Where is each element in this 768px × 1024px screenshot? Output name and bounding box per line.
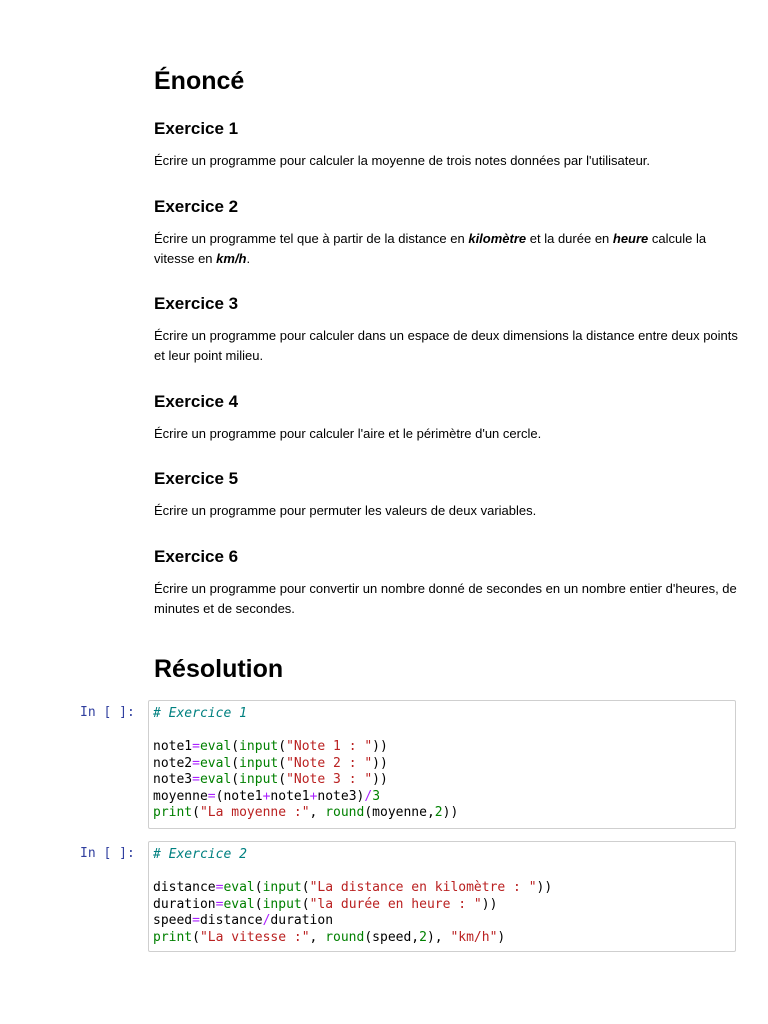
exercise-5-heading: Exercice 5 [154, 469, 239, 488]
text-segment: calcule la vitesse en [154, 231, 707, 266]
code-token: moyenne [153, 788, 208, 804]
code-line [153, 739, 731, 756]
code-line [153, 913, 731, 930]
code-token: , [309, 929, 326, 945]
code-token: + [309, 788, 318, 804]
code-token: )) [536, 880, 553, 895]
text-segment: Écrire un programme pour permuter les valeurs de deux variables. [154, 503, 537, 518]
code-token: ), [426, 929, 451, 945]
code-token: = [192, 772, 200, 787]
code-token: ( [254, 896, 263, 912]
code-token: )) [442, 805, 459, 820]
code-token: duration [153, 896, 216, 912]
heading-resolution: Résolution [154, 655, 284, 683]
code-token: eval [199, 755, 232, 771]
text-segment: Écrire un programme pour calculer l'aire et le périmètre d'un cercle. [154, 426, 542, 441]
code-token: ) [497, 929, 506, 945]
code-token: ( [278, 755, 287, 771]
code-token: round [325, 929, 365, 945]
code-token: = [215, 896, 224, 912]
code-token: (speed, [364, 929, 420, 945]
code-token: = [207, 788, 216, 804]
code-token: speed [153, 913, 193, 928]
code-token: / [364, 788, 373, 804]
code-line [153, 930, 731, 947]
code-token: distance [199, 913, 263, 928]
code-token: input [239, 739, 279, 754]
code-token: / [262, 913, 271, 928]
code-line [153, 723, 731, 740]
exercise-6-heading: Exercice 6 [154, 547, 239, 566]
code-token: ( [301, 896, 310, 912]
code-line [153, 897, 731, 914]
cell-prompt: In [ ]: [80, 705, 135, 720]
code-line [153, 847, 731, 864]
text-segment: Écrire un programme pour calculer la moyenne de trois notes données par l'utilisateur. [154, 153, 651, 168]
exercise-2-heading: Exercice 2 [154, 197, 239, 216]
code-token: "km/h" [450, 929, 498, 945]
code-token: note1 [153, 739, 193, 754]
code-token: , [309, 805, 326, 820]
exercise-6-text [154, 579, 744, 619]
code-token: input [262, 896, 302, 912]
code-token: "La distance en kilomètre : " [309, 880, 537, 895]
code-input-area[interactable] [148, 700, 736, 829]
code-line [153, 789, 731, 806]
code-line [153, 805, 731, 822]
text-segment: Écrire un programme pour convertir un nombre donné de secondes en un nombre entier d'heures, de minutes et de secondes. [154, 581, 737, 616]
code-token: print [153, 929, 193, 945]
code-token: 2 [419, 929, 427, 945]
code-line [153, 880, 731, 897]
code-cell-2[interactable] [80, 841, 740, 953]
code-token: duration [270, 913, 334, 928]
code-token: 3 [372, 788, 381, 804]
exercise-2-text [154, 229, 744, 269]
heading-enonce: Énoncé [154, 67, 245, 95]
code-line [153, 756, 731, 773]
code-token: input [239, 755, 279, 771]
code-token: = [192, 739, 200, 754]
code-token: ( [192, 929, 200, 945]
code-token: ( [231, 739, 240, 754]
code-token: + [262, 788, 271, 804]
text-segment: et la durée en [526, 231, 613, 246]
code-token: eval [223, 896, 255, 912]
code-token: ( [278, 739, 287, 754]
code-token: ( [192, 805, 200, 820]
code-token: "Note 1 : " [286, 739, 373, 754]
code-token: eval [199, 739, 232, 754]
code-token: "La vitesse :" [199, 929, 310, 945]
code-token: # Exercice 2 [153, 847, 247, 862]
code-token: note2 [153, 755, 193, 771]
code-token: ( [301, 880, 310, 895]
code-token: "La moyenne :" [199, 805, 310, 820]
exercise-4-heading: Exercice 4 [154, 392, 239, 411]
exercise-3-text [154, 326, 744, 366]
exercise-5-text [154, 501, 744, 521]
code-token: ( [231, 772, 240, 787]
code-token: = [215, 880, 224, 895]
code-token: )) [481, 896, 498, 912]
code-token: )) [372, 772, 388, 787]
text-segment: Écrire un programme pour calculer dans un espace de deux dimensions la distance entre deux points et leur point milieu. [154, 328, 738, 363]
exercise-3-heading: Exercice 3 [154, 294, 239, 313]
code-token: eval [199, 772, 232, 787]
code-token: (note1 [215, 788, 263, 804]
code-cell-1[interactable] [80, 700, 740, 830]
code-token: note1 [270, 788, 310, 804]
code-token: "la durée en heure : " [309, 896, 482, 912]
code-token: input [239, 772, 279, 787]
code-token: ( [254, 880, 263, 895]
exercise-1-heading: Exercice 1 [154, 119, 239, 138]
code-token: input [262, 880, 302, 895]
emphasis-text: km/h [216, 251, 247, 266]
code-input-area[interactable] [148, 841, 736, 952]
code-token: ( [278, 772, 287, 787]
code-token: note3) [317, 788, 365, 804]
code-token: # Exercice 1 [153, 706, 247, 721]
code-token: 2 [434, 805, 443, 820]
code-token: round [325, 805, 365, 820]
code-token: eval [223, 880, 255, 895]
code-line [153, 864, 731, 881]
code-line [153, 772, 731, 789]
code-token: distance [153, 880, 216, 895]
exercise-4-text [154, 424, 744, 444]
code-token: print [153, 805, 193, 820]
code-token: "Note 2 : " [286, 755, 373, 771]
text-segment: . [246, 251, 251, 266]
cell-prompt: In [ ]: [80, 846, 135, 861]
emphasis-text: kilomètre [468, 231, 527, 246]
code-token: note3 [153, 772, 193, 787]
code-token: = [192, 755, 200, 771]
text-segment: Écrire un programme tel que à partir de la distance en [154, 231, 469, 246]
code-token: "Note 3 : " [286, 772, 373, 787]
code-token: )) [372, 755, 388, 771]
code-line [153, 706, 731, 723]
code-token: (moyenne, [364, 805, 435, 820]
emphasis-text: heure [612, 231, 649, 246]
code-token: ( [231, 755, 240, 771]
exercise-1-text [154, 151, 744, 171]
code-token: = [192, 913, 200, 928]
code-token: )) [372, 739, 388, 754]
